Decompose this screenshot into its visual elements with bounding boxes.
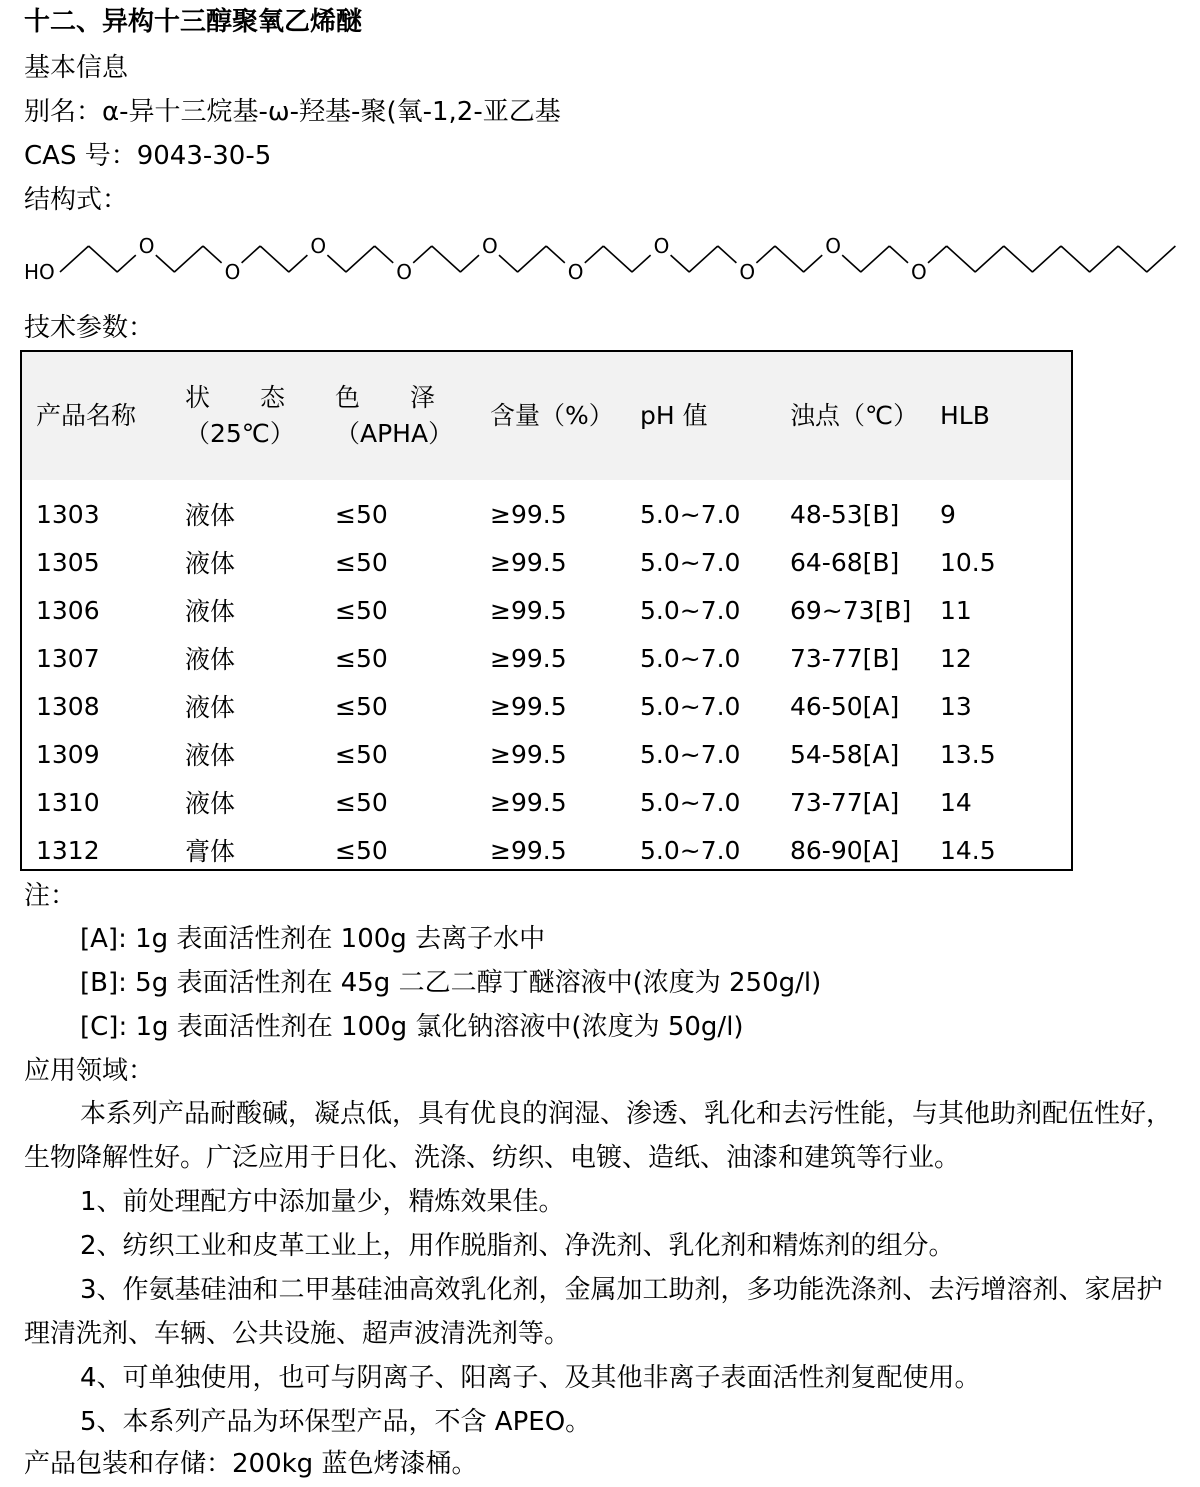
table-cell: ≥99.5 [490,595,567,625]
notes-heading: 注： [24,881,77,911]
table-row [22,778,1071,826]
table-cell: ≤50 [335,595,388,625]
table-cell: 14.5 [940,835,996,865]
table-cell: ≥99.5 [490,547,567,577]
table-cell: ≤50 [335,835,388,865]
table-cell: 86-90[A] [790,835,900,865]
table-header-cell: 产品名称 [36,401,137,430]
note-a: [A]: 1g 表面活性剂在 100g 去离子水中 [80,924,546,954]
table-cell: 10.5 [940,547,996,577]
table-cell: 54-58[A] [790,739,900,769]
packaging-line: 产品包装和存储：200kg 蓝色烤漆桶。 [24,1449,478,1479]
table-cell: 5.0~7.0 [640,691,741,721]
note-c: [C]: 1g 表面活性剂在 100g 氯化钠溶液中(浓度为 50g/l) [80,1012,744,1042]
table-cell: 1305 [36,547,100,577]
table-cell: 1309 [36,739,100,769]
application-intro: 本系列产品耐酸碱，凝点低，具有优良的润湿、渗透、乳化和去污性能，与其他助剂配伍性好，生物降解性好。广泛应用于日化、洗涤、纺织、电镀、造纸、油漆和建筑等行业。 [24,1099,1173,1173]
oxygen-atom-label: O [396,260,412,284]
table-cell: 液体 [185,501,236,530]
table-cell: ≤50 [335,787,388,817]
table-cell: 5.0~7.0 [640,595,741,625]
page-title: 十二、异构十三醇聚氧乙烯醚 [24,7,363,37]
structure-heading: 结构式： [24,185,129,215]
table-header-cell: 色 泽（APHA） [335,383,454,448]
oxygen-atom-label: O [310,234,327,258]
table-cell: 5.0~7.0 [640,787,741,817]
application-item-1: 1、前处理配方中添加量少，精炼效果佳。 [80,1187,565,1217]
table-cell: ≥99.5 [490,739,567,769]
application-item-5: 5、本系列产品为环保型产品，不含 APEO。 [80,1407,592,1437]
table-header-cell: 浊点（℃） [790,401,919,430]
table-cell: 5.0~7.0 [640,835,741,865]
table-cell: 液体 [185,597,236,626]
table-row [22,730,1071,778]
application-item-3: 3、作氨基硅油和二甲基硅油高效乳化剂，金属加工助剂，多功能洗涤剂、去污增溶剂、家居护理清洗剂、车辆、公共设施、超声波清洗剂等。 [24,1275,1163,1349]
table-header-cell: 含量（%） [490,401,614,430]
table-cell: 9 [940,499,956,529]
table-cell: 1310 [36,787,100,817]
table-cell: 1306 [36,595,100,625]
table-header-cell: pH 值 [640,401,708,430]
table-cell: 73-77[A] [790,787,900,817]
table-cell: ≥99.5 [490,643,567,673]
oxygen-atom-label: O [224,260,241,284]
table-cell: 5.0~7.0 [640,499,741,529]
table-cell: 膏体 [185,837,236,866]
oxygen-atom-label: O [825,234,841,258]
basic-info-heading: 基本信息 [24,53,129,83]
note-b: [B]: 5g 表面活性剂在 45g 二乙二醇丁醚溶液中(浓度为 250g/l) [80,968,822,998]
hydroxyl-label: HO [24,260,55,284]
table-row [22,634,1071,682]
table-cell: 1303 [36,499,100,529]
table-cell: 1312 [36,835,100,865]
oxygen-atom-label: O [567,260,584,284]
structural-formula [24,232,1180,288]
table-cell: 46-50[A] [790,691,900,721]
table-cell: 5.0~7.0 [640,739,741,769]
table-cell: ≤50 [335,739,388,769]
table-cell: 73-77[B] [790,643,900,673]
application-item-2: 2、纺织工业和皮革工业上，用作脱脂剂、净洗剂、乳化剂和精炼剂的组分。 [80,1231,955,1261]
table-row [22,538,1071,586]
table-header-row [22,352,1071,480]
table-cell: 液体 [185,789,236,818]
oxygen-atom-label: O [138,234,155,258]
table-cell: 11 [940,595,972,625]
application-item-4: 4、可单独使用，也可与阴离子、阳离子、及其他非离子表面活性剂复配使用。 [80,1363,981,1393]
cas-line: CAS 号：9043-30-5 [24,141,272,171]
table-cell: ≥99.5 [490,499,567,529]
application-heading: 应用领域： [24,1056,155,1086]
table-cell: 液体 [185,741,236,770]
table-cell: 1308 [36,691,100,721]
table-cell: 5.0~7.0 [640,643,741,673]
table-row [22,586,1071,634]
table-cell: ≤50 [335,691,388,721]
table-cell: 14 [940,787,972,817]
oxygen-atom-label: O [911,260,927,284]
table-cell: ≥99.5 [490,787,567,817]
alias-line: 别名：α-异十三烷基-ω-羟基-聚(氧-1,2-亚乙基 [24,97,561,127]
table-cell: ≤50 [335,499,388,529]
table-cell: 48-53[B] [790,499,900,529]
table-cell: 液体 [185,693,236,722]
table-cell: ≤50 [335,547,388,577]
table-row [22,826,1071,874]
table-row [22,682,1071,730]
table-cell: 5.0~7.0 [640,547,741,577]
tech-params-heading: 技术参数： [24,313,155,343]
oxygen-atom-label: O [653,234,670,258]
table-cell: 13.5 [940,739,996,769]
table-cell: 液体 [185,549,236,578]
table-cell: ≥99.5 [490,691,567,721]
oxygen-atom-label: O [482,234,498,258]
table-cell: 12 [940,643,972,673]
table-row [22,480,1071,538]
oxygen-atom-label: O [739,260,756,284]
table-cell: 液体 [185,645,236,674]
table-cell: 1307 [36,643,100,673]
table-cell: 64-68[B] [790,547,900,577]
table-cell: ≤50 [335,643,388,673]
table-cell: 13 [940,691,972,721]
tech-params-table [20,350,1073,871]
table-cell: ≥99.5 [490,835,567,865]
table-header-cell: 状 态（25℃） [185,383,295,448]
table-header-cell: HLB [940,401,990,430]
table-cell: 69~73[B] [790,595,912,625]
